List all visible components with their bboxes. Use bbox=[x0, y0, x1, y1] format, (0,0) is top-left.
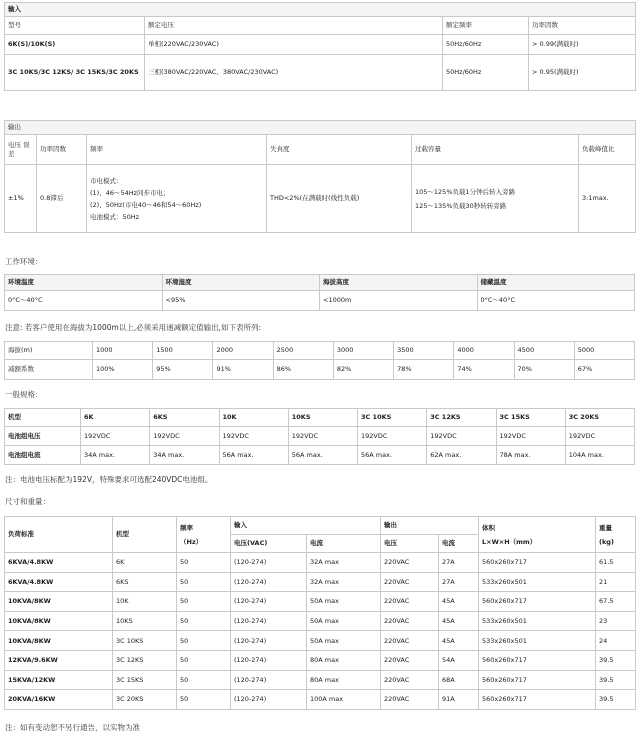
dim-input-current: 50A max bbox=[307, 611, 381, 631]
input-row-model: 6K(S)/10K(S) bbox=[5, 35, 145, 55]
output-header-crest-factor: 负载峰值比 bbox=[579, 135, 636, 165]
output-header-distortion: 失真度 bbox=[267, 135, 412, 165]
specs-header: 3C 20KS bbox=[565, 409, 634, 427]
dim-load: 12KVA/9.6KW bbox=[5, 650, 113, 670]
dim-header-input-current: 电流 bbox=[307, 535, 381, 553]
dim-frequency: 50 bbox=[177, 611, 231, 631]
dim-output-voltage: 220VAC bbox=[381, 572, 439, 592]
dim-input-voltage: (120-274) bbox=[231, 572, 307, 592]
freq-unit: （Hz） bbox=[180, 537, 203, 546]
dim-output-current: 45A bbox=[439, 631, 479, 651]
dim-header-weight bbox=[596, 517, 636, 553]
dim-header-frequency bbox=[177, 517, 231, 553]
dim-input-current: 32A max bbox=[307, 553, 381, 573]
derating-value: 78% bbox=[394, 360, 454, 380]
dimensions-note: 注：如有变动恕不另行通告，以实物为准 bbox=[5, 723, 140, 732]
dimensions-row bbox=[5, 690, 636, 710]
derating-value: 82% bbox=[333, 360, 393, 380]
altitude-value: 2500 bbox=[273, 342, 333, 360]
altitude-table bbox=[4, 341, 635, 380]
dim-frequency: 50 bbox=[177, 572, 231, 592]
dim-weight: 61.5 bbox=[596, 553, 636, 573]
derating-value: 91% bbox=[213, 360, 273, 380]
overload-line: 105～125%负载1分钟后转入旁路 bbox=[415, 187, 516, 196]
overload-line: 125～135%负载30秒转转旁路 bbox=[415, 201, 507, 210]
dim-frequency: 50 bbox=[177, 690, 231, 710]
battery-voltage: 192VDC bbox=[427, 427, 496, 446]
specs-header: 10K bbox=[219, 409, 288, 427]
dim-output-current: 45A bbox=[439, 611, 479, 631]
dim-input-voltage: (120-274) bbox=[231, 650, 307, 670]
dim-load: 6KVA/4.8KW bbox=[5, 553, 113, 573]
dimensions-title: 尺寸和重量： bbox=[5, 497, 50, 506]
dim-header-size bbox=[479, 517, 596, 553]
battery-voltage: 192VDC bbox=[496, 427, 565, 446]
dim-model: 3C 10KS bbox=[113, 631, 177, 651]
frequency-line: (1)、46～54Hz同步市电； bbox=[90, 188, 170, 197]
specs-header: 10KS bbox=[288, 409, 357, 427]
size-unit: L×W×H（mm） bbox=[482, 537, 537, 546]
dim-size: 560x260x717 bbox=[479, 690, 596, 710]
dim-weight: 23 bbox=[596, 611, 636, 631]
battery-voltage: 192VDC bbox=[565, 427, 634, 446]
dim-input-voltage: (120-274) bbox=[231, 553, 307, 573]
specs-title: 一般规格： bbox=[5, 390, 43, 399]
dim-input-current: 80A max bbox=[307, 650, 381, 670]
dim-header-input-voltage: 电压(VAC) bbox=[231, 535, 307, 553]
dim-model: 10K bbox=[113, 592, 177, 612]
input-row-frequency: 50Hz/60Hz bbox=[443, 35, 529, 55]
dimensions-row bbox=[5, 611, 636, 631]
dim-weight: 39.5 bbox=[596, 650, 636, 670]
freq-label: 频率 bbox=[180, 523, 193, 532]
dim-output-voltage: 220VAC bbox=[381, 631, 439, 651]
specs-note: 注：电池电压标配为192V，特殊要求可选配240VDC电池组。 bbox=[5, 475, 213, 484]
input-header-model: 型号 bbox=[5, 17, 145, 35]
output-header-voltage-error: 电压 误差 bbox=[5, 135, 37, 165]
dim-size: 533x260x501 bbox=[479, 631, 596, 651]
input-row-frequency: 50Hz/60Hz bbox=[443, 55, 529, 91]
dimensions-row bbox=[5, 631, 636, 651]
dim-header-output-current: 电流 bbox=[439, 535, 479, 553]
input-header-power-factor: 功率因数 bbox=[529, 17, 636, 35]
dim-size: 560x260x717 bbox=[479, 670, 596, 690]
altitude-value: 4000 bbox=[454, 342, 514, 360]
dim-header-model: 机型 bbox=[113, 517, 177, 553]
dim-load: 10KVA/8KW bbox=[5, 592, 113, 612]
battery-current: 56A max. bbox=[288, 446, 357, 465]
specs-header: 6KS bbox=[150, 409, 219, 427]
altitude-value: 3000 bbox=[333, 342, 393, 360]
derating-value: 95% bbox=[153, 360, 213, 380]
output-overload bbox=[412, 165, 579, 233]
dim-input-voltage: (120-274) bbox=[231, 690, 307, 710]
dim-output-current: 68A bbox=[439, 670, 479, 690]
altitude-value: 4500 bbox=[514, 342, 574, 360]
frequency-line: 市电模式： bbox=[90, 176, 123, 185]
frequency-line: (2)、50Hz(市电40～46和54～60Hz) bbox=[90, 200, 202, 209]
output-table bbox=[4, 120, 636, 233]
env-header-altitude: 海拔高度 bbox=[320, 275, 478, 291]
env-header-temperature: 环境温度 bbox=[5, 275, 163, 291]
dim-output-current: 27A bbox=[439, 572, 479, 592]
dim-input-current: 80A max bbox=[307, 670, 381, 690]
dim-input-voltage: (120-274) bbox=[231, 631, 307, 651]
output-voltage-error: ±1% bbox=[5, 165, 37, 233]
dim-output-voltage: 220VAC bbox=[381, 592, 439, 612]
battery-voltage: 192VDC bbox=[81, 427, 150, 446]
dim-size: 560x260x717 bbox=[479, 553, 596, 573]
input-header-voltage: 额定电压 bbox=[145, 17, 443, 35]
dim-model: 10KS bbox=[113, 611, 177, 631]
dim-size: 560x260x717 bbox=[479, 592, 596, 612]
specs-header: 3C 15KS bbox=[496, 409, 565, 427]
dim-header-load: 负荷标准 bbox=[5, 517, 113, 553]
dim-load: 15KVA/12KW bbox=[5, 670, 113, 690]
input-row-power-factor: > 0.95(满载时) bbox=[529, 55, 636, 91]
environment-title: 工作环境： bbox=[5, 257, 43, 266]
dim-header-input: 输入 bbox=[231, 517, 381, 535]
battery-current: 56A max. bbox=[219, 446, 288, 465]
env-humidity: <95% bbox=[162, 291, 320, 311]
battery-current: 104A max. bbox=[565, 446, 634, 465]
size-label: 体积 bbox=[482, 523, 495, 532]
battery-current: 78A max. bbox=[496, 446, 565, 465]
output-power-factor: 0.8滞后 bbox=[37, 165, 87, 233]
output-distortion: THD<2%(在满载时(线性负载) bbox=[267, 165, 412, 233]
input-header-frequency: 额定频率 bbox=[443, 17, 529, 35]
env-storage-temperature: 0°C～40°C bbox=[477, 291, 635, 311]
dim-input-voltage: (120-274) bbox=[231, 592, 307, 612]
env-temperature: 0°C～40°C bbox=[5, 291, 163, 311]
battery-voltage: 192VDC bbox=[288, 427, 357, 446]
env-header-humidity: 环境湿度 bbox=[162, 275, 320, 291]
dim-model: 6K bbox=[113, 553, 177, 573]
dim-weight: 39.5 bbox=[596, 690, 636, 710]
dim-frequency: 50 bbox=[177, 650, 231, 670]
battery-current: 34A max. bbox=[150, 446, 219, 465]
altitude-value: 1500 bbox=[153, 342, 213, 360]
dim-weight: 39.5 bbox=[596, 670, 636, 690]
dim-input-voltage: (120-274) bbox=[231, 611, 307, 631]
derating-value: 70% bbox=[514, 360, 574, 380]
specs-header: 机型 bbox=[5, 409, 81, 427]
dimensions-table bbox=[4, 516, 636, 710]
input-row-voltage: 单相(220VAC/230VAC) bbox=[145, 35, 443, 55]
dim-load: 20KVA/16KW bbox=[5, 690, 113, 710]
dim-model: 6KS bbox=[113, 572, 177, 592]
specs-header: 3C 10KS bbox=[358, 409, 427, 427]
dim-output-current: 27A bbox=[439, 553, 479, 573]
dim-output-voltage: 220VAC bbox=[381, 690, 439, 710]
dim-output-voltage: 220VAC bbox=[381, 611, 439, 631]
dimensions-row bbox=[5, 553, 636, 573]
output-header-frequency: 频率 bbox=[87, 135, 267, 165]
dim-output-current: 54A bbox=[439, 650, 479, 670]
output-crest-factor: 3:1max. bbox=[579, 165, 636, 233]
derating-value: 100% bbox=[93, 360, 153, 380]
env-altitude: <1000m bbox=[320, 291, 478, 311]
specs-table bbox=[4, 408, 635, 465]
dim-header-output-voltage: 电压 bbox=[381, 535, 439, 553]
battery-current: 34A max. bbox=[81, 446, 150, 465]
dim-output-voltage: 220VAC bbox=[381, 670, 439, 690]
battery-voltage: 192VDC bbox=[219, 427, 288, 446]
dimensions-row bbox=[5, 572, 636, 592]
battery-voltage: 192VDC bbox=[150, 427, 219, 446]
frequency-line: 电池模式：50Hz bbox=[90, 212, 140, 221]
dim-input-current: 32A max bbox=[307, 572, 381, 592]
dim-input-voltage: (120-274) bbox=[231, 670, 307, 690]
dim-weight: 21 bbox=[596, 572, 636, 592]
dim-weight: 24 bbox=[596, 631, 636, 651]
dim-load: 10KVA/8KW bbox=[5, 611, 113, 631]
output-title: 输出 bbox=[5, 121, 636, 135]
dimensions-row bbox=[5, 650, 636, 670]
dim-size: 560x260x717 bbox=[479, 650, 596, 670]
input-row-voltage: 三相(380VAC/220VAC、380VAC/230VAC) bbox=[145, 55, 443, 91]
weight-label: 重量 bbox=[599, 523, 612, 532]
dim-model: 3C 15KS bbox=[113, 670, 177, 690]
dim-frequency: 50 bbox=[177, 670, 231, 690]
output-frequency bbox=[87, 165, 267, 233]
dim-header-output: 输出 bbox=[381, 517, 479, 535]
battery-current: 62A max. bbox=[427, 446, 496, 465]
dimensions-rows bbox=[5, 553, 636, 710]
dim-size: 533x260x501 bbox=[479, 572, 596, 592]
dimensions-row bbox=[5, 592, 636, 612]
dim-input-current: 50A max bbox=[307, 592, 381, 612]
env-header-storage-temperature: 储藏温度 bbox=[477, 275, 635, 291]
altitude-label: 海拔(m) bbox=[5, 342, 93, 360]
altitude-value: 5000 bbox=[574, 342, 634, 360]
dim-frequency: 50 bbox=[177, 631, 231, 651]
derating-value: 86% bbox=[273, 360, 333, 380]
environment-table bbox=[4, 274, 635, 311]
dim-output-current: 45A bbox=[439, 592, 479, 612]
specs-header: 3C 12KS bbox=[427, 409, 496, 427]
altitude-value: 3500 bbox=[394, 342, 454, 360]
input-row-power-factor: > 0.99(满载时) bbox=[529, 35, 636, 55]
weight-unit: (kg) bbox=[599, 537, 614, 546]
dim-weight: 67.5 bbox=[596, 592, 636, 612]
derating-value: 74% bbox=[454, 360, 514, 380]
dimensions-row bbox=[5, 670, 636, 690]
dim-model: 3C 12KS bbox=[113, 650, 177, 670]
altitude-value: 2000 bbox=[213, 342, 273, 360]
dim-size: 533x260x501 bbox=[479, 611, 596, 631]
derating-label: 减额系数 bbox=[5, 360, 93, 380]
specs-header: 6K bbox=[81, 409, 150, 427]
battery-voltage: 192VDC bbox=[358, 427, 427, 446]
dim-load: 10KVA/8KW bbox=[5, 631, 113, 651]
derating-value: 67% bbox=[574, 360, 634, 380]
altitude-note: 注意: 若客户使用在海拔为1000m以上,必须采用递减额定值输出,如下表所列: bbox=[5, 323, 262, 332]
dim-model: 3C 20KS bbox=[113, 690, 177, 710]
dim-output-voltage: 220VAC bbox=[381, 650, 439, 670]
altitude-value: 1000 bbox=[93, 342, 153, 360]
dim-input-current: 50A max bbox=[307, 631, 381, 651]
dim-load: 6KVA/4.8KW bbox=[5, 572, 113, 592]
battery-voltage-label: 电池组电压 bbox=[5, 427, 81, 446]
dim-output-voltage: 220VAC bbox=[381, 553, 439, 573]
dim-frequency: 50 bbox=[177, 553, 231, 573]
output-header-power-factor: 功率因数 bbox=[37, 135, 87, 165]
dim-input-current: 100A max bbox=[307, 690, 381, 710]
battery-current: 56A max. bbox=[358, 446, 427, 465]
output-header-overload: 过载容量 bbox=[412, 135, 579, 165]
input-table bbox=[4, 2, 636, 91]
input-row-model: 3C 10KS/3C 12KS/ 3C 15KS/3C 20KS bbox=[5, 55, 145, 91]
dim-output-current: 91A bbox=[439, 690, 479, 710]
input-title: 输入 bbox=[5, 3, 636, 17]
battery-current-label: 电池组电流 bbox=[5, 446, 81, 465]
dim-frequency: 50 bbox=[177, 592, 231, 612]
